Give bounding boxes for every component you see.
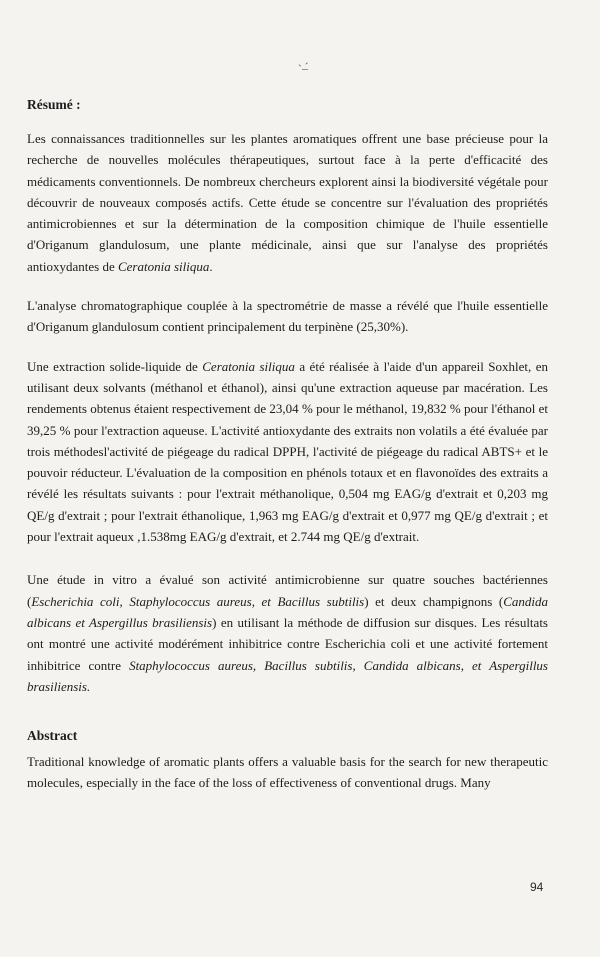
page-content [27, 96, 548, 794]
resume-paragraph-2: L'analyse chromatographique couplée à la spectrométrie de masse a révélé que l'huile essentielle d'Origanum glandulosum contient principalement du terpinène (25,30%). [27, 298, 548, 335]
scan-mark: ` ̶ ́ [298, 62, 308, 76]
page-number: 94 [530, 880, 544, 894]
resume-paragraph-4: Une étude in vitro a évalué son activité antimicrobienne sur quatre souches bactériennes (Escherichia coli, Staphylococcus aureus, et Bacillus subtilis) et deux champignons (Candida albicans et Aspergillus brasiliensis) en utilisant la méthode de diffusion sur disques. Les résultats ont montré une activité modérément inhibitrice contre Escherichia coli et une activité fortement inhibitrice contre Staphylococcus aureus, Bacillus subtilis, Candida albicans, et Aspergillus brasiliensis. [27, 572, 548, 694]
fungi-names: Candida albicans et Aspergillus brasiliensis [27, 593, 548, 630]
bacteria-names: Escherichia coli, Staphylococcus aureus, et Bacillus subtilis [31, 593, 365, 609]
resume-paragraph-3: Une extraction solide-liquide de Ceratonia siliqua a été réalisée à l'aide d'un appareil Soxhlet, en utilisant deux solvants (méthanol et éthanol), ainsi qu'une extraction aqueuse par macération. Les rendements obtenus étaient respectivement de 23,04 % pour le méthanol, 19,832 % pour l'éthanol et 39,25 % pour l'extraction aqueuse. L'activité antioxydante des extraits non volatils a été évaluée par trois méthodesl'activité de piégeage du radical DPPH, l'activité de piégeage du radical ABTS+ et le pouvoir réducteur. L'évaluation de la composition en phénols totaux et en flavonoïdes des extraits a révélé les résultats suivants : pour l'extrait méthanolique, 0,504 mg EAG/g d'extrait et 0,203 mg QE/g d'extrait ; pour l'extrait éthanolique, 1,963 mg EAG/g d'extrait et 0,977 mg QE/g d'extrait ; et pour l'extrait aqueux ,1.538mg EAG/g d'extrait, et 2.744 mg QE/g d'extrait. [27, 358, 548, 545]
resume-heading: Résumé : [27, 97, 81, 112]
species-name: Ceratonia siliqua [202, 358, 295, 374]
resume-paragraph-1: Les connaissances traditionnelles sur les plantes aromatiques offrent une base précieuse pour la recherche de nouvelles molécules thérapeutiques, surtout face à la perte d'efficacité des médicaments conventionnels. De nombreux chercheurs explorent ainsi la biodiversité végétale pour découvrir de nouveaux composés actifs. Cette étude se concentre sur l'évaluation des propriétés antimicrobiennes et sur la détermination de la composition chimique de l'huile essentielle d'Origanum glandulosum, une plante médicinale, ainsi que sur l'analyse des propriétés antioxydantes de Ceratonia siliqua. [27, 131, 548, 274]
abstract-heading: Abstract [27, 728, 78, 744]
inhibited-species: Staphylococcus aureus, Bacillus subtilis, Candida albicans, et Aspergillus brasiliensis. [27, 657, 548, 694]
abstract-paragraph-1: Traditional knowledge of aromatic plants offers a valuable basis for the search for new therapeutic molecules, especially in the face of the loss of effectiveness of conventional drugs. Many [27, 754, 548, 791]
species-name: Ceratonia siliqua [117, 258, 210, 274]
